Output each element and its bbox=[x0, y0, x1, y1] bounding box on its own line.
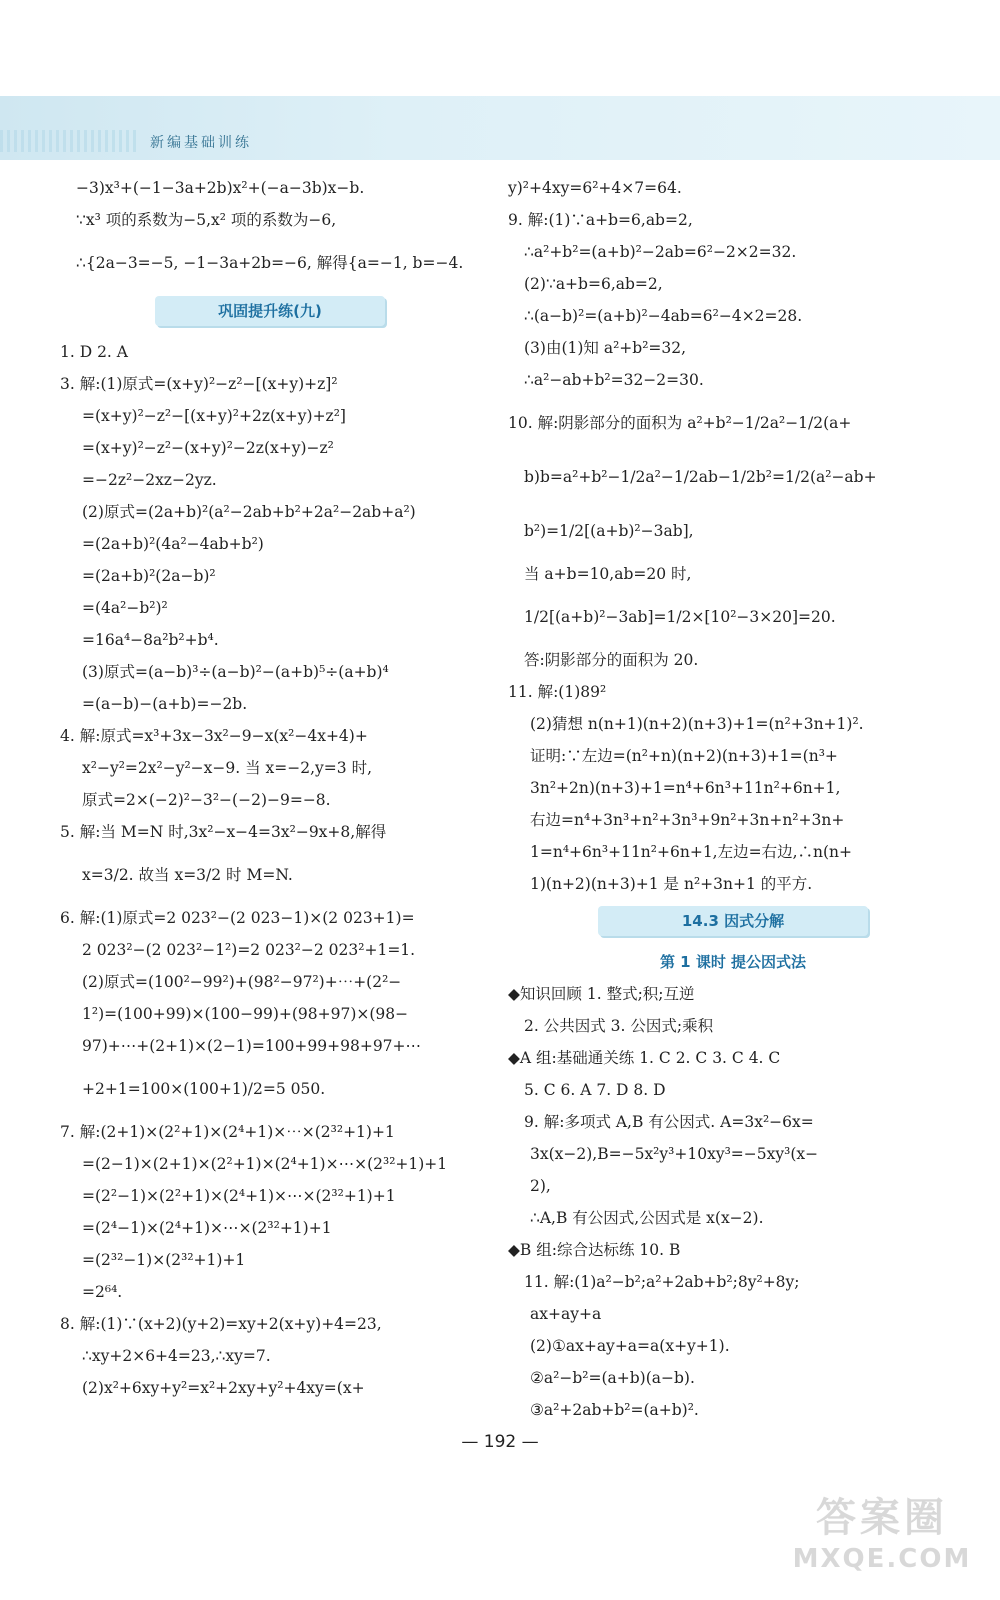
answer-line: ◆A 组:基础通关练 1. C 2. C 3. C 4. C bbox=[508, 1049, 781, 1067]
answer-line: 8. 解:(1)∵(x+2)(y+2)=xy+2(x+y)+4=23, bbox=[60, 1315, 382, 1333]
answer-line: x²−y²=2x²−y²−x−9. 当 x=−2,y=3 时, bbox=[82, 759, 372, 777]
answer-line: (2)①ax+ay+a=a(x+y+1). bbox=[530, 1337, 730, 1355]
answer-line: (2)原式=(2a+b)²(a²−2ab+b²+2a²−2ab+a²) bbox=[82, 503, 416, 521]
watermark-text: 答案圈 bbox=[816, 1495, 948, 1541]
answer-line: 答:阴影部分的面积为 20. bbox=[524, 651, 699, 669]
answer-line: =−2z²−2xz−2yz. bbox=[82, 471, 217, 489]
answer-line: =2⁶⁴. bbox=[82, 1283, 123, 1301]
section-banner: 巩固提升练(九) bbox=[155, 296, 385, 326]
answer-line: ∴a²+b²=(a+b)²−2ab=6²−2×2=32. bbox=[524, 243, 797, 261]
answer-line: 1. D 2. A bbox=[60, 343, 128, 361]
answer-line: −3)x³+(−1−3a+2b)x²+(−a−3b)x−b. bbox=[76, 179, 365, 197]
answer-line: 11. 解:(1)a²−b²;a²+2ab+b²;8y²+8y; bbox=[524, 1273, 800, 1291]
answer-line: +2+1=100×(100+1)/2=5 050. bbox=[82, 1080, 326, 1098]
answer-line: ◆B 组:综合达标练 10. B bbox=[508, 1241, 681, 1259]
answer-line: ◆知识回顾 1. 整式;积;互逆 bbox=[508, 985, 695, 1003]
answer-line: =16a⁴−8a²b²+b⁴. bbox=[82, 631, 219, 649]
answer-line: =(2a+b)²(2a−b)² bbox=[82, 567, 216, 585]
answer-line: ax+ay+a bbox=[530, 1305, 602, 1323]
answer-line: 证明:∵左边=(n²+n)(n+2)(n+3)+1=(n³+ bbox=[530, 747, 838, 765]
answer-line: (2)x²+6xy+y²=x²+2xy+y²+4xy=(x+ bbox=[82, 1379, 365, 1397]
answer-line: =(2²−1)×(2²+1)×(2⁴+1)×⋯×(2³²+1)+1 bbox=[82, 1187, 396, 1205]
answer-line: 5. C 6. A 7. D 8. D bbox=[524, 1081, 666, 1099]
answer-line: =(x+y)²−z²−(x+y)²−2z(x+y)−z² bbox=[82, 439, 334, 457]
answer-line: =(2⁴−1)×(2⁴+1)×⋯×(2³²+1)+1 bbox=[82, 1219, 332, 1237]
answer-line: (2)∵a+b=6,ab=2, bbox=[524, 275, 663, 293]
answer-line: ∵x³ 项的系数为−5,x² 项的系数为−6, bbox=[76, 211, 337, 229]
answer-line: 2. 公共因式 3. 公因式;乘积 bbox=[524, 1017, 714, 1035]
answer-line: 1²)=(100+99)×(100−99)+(98+97)×(98− bbox=[82, 1005, 409, 1023]
answer-line: =(2³²−1)×(2³²+1)+1 bbox=[82, 1251, 246, 1269]
answer-line: ∴A,B 有公因式,公因式是 x(x−2). bbox=[530, 1209, 764, 1227]
answer-line: ∴xy+2×6+4=23,∴xy=7. bbox=[82, 1347, 271, 1365]
answer-line: 4. 解:原式=x³+3x−3x²−9−x(x²−4x+4)+ bbox=[60, 727, 368, 745]
answer-line: 97)+⋯+(2+1)×(2−1)=100+99+98+97+⋯ bbox=[82, 1037, 422, 1055]
watermark-logo bbox=[782, 1492, 982, 1592]
answer-line: 右边=n⁴+3n³+n²+3n³+9n²+3n+n²+3n+ bbox=[530, 811, 845, 829]
answer-line: ③a²+2ab+b²=(a+b)². bbox=[530, 1401, 699, 1419]
answer-line: 3. 解:(1)原式=(x+y)²−z²−[(x+y)+z]² bbox=[60, 375, 338, 393]
answer-line: =(4a²−b²)² bbox=[82, 599, 168, 617]
answer-line: 当 a+b=10,ab=20 时, bbox=[524, 565, 692, 583]
answer-line: 5. 解:当 M=N 时,3x²−x−4=3x²−9x+8,解得 bbox=[60, 823, 387, 841]
answer-line: b)b=a²+b²−1/2a²−1/2ab−1/2b²=1/2(a²−ab+ bbox=[524, 468, 877, 486]
answer-line: 1=n⁴+6n³+11n²+6n+1,左边=右边,∴n(n+ bbox=[530, 843, 853, 861]
answer-line: 7. 解:(2+1)×(2²+1)×(2⁴+1)×⋯×(2³²+1)+1 bbox=[60, 1123, 395, 1141]
answer-line: ②a²−b²=(a+b)(a−b). bbox=[530, 1369, 695, 1387]
answer-line: 9. 解:多项式 A,B 有公因式. A=3x²−6x= bbox=[524, 1113, 814, 1131]
answer-line: ∴(a−b)²=(a+b)²−4ab=6²−4×2=28. bbox=[524, 307, 803, 325]
answer-line: =(x+y)²−z²−[(x+y)²+2z(x+y)+z²] bbox=[82, 407, 346, 425]
answer-line: =(2−1)×(2+1)×(2²+1)×(2⁴+1)×⋯×(2³²+1)+1 bbox=[82, 1155, 448, 1173]
answer-line: y)²+4xy=6²+4×7=64. bbox=[508, 179, 682, 197]
answer-line: (2)猜想 n(n+1)(n+2)(n+3)+1=(n²+3n+1)². bbox=[530, 715, 864, 733]
answer-line: 9. 解:(1)∵a+b=6,ab=2, bbox=[508, 211, 693, 229]
answer-line: 2), bbox=[530, 1177, 551, 1195]
left-column bbox=[60, 172, 480, 1404]
answer-line: 2 023²−(2 023²−1²)=2 023²−2 023²+1=1. bbox=[82, 941, 416, 959]
answer-line: b²)=1/2[(a+b)²−3ab], bbox=[524, 522, 694, 540]
answer-line: (3)原式=(a−b)³÷(a−b)²−(a+b)⁵÷(a+b)⁴ bbox=[82, 663, 389, 681]
answer-line: =(2a+b)²(4a²−4ab+b²) bbox=[82, 535, 264, 553]
answer-line: (3)由(1)知 a²+b²=32, bbox=[524, 339, 687, 357]
answer-line: 3n²+2n)(n+3)+1=n⁴+6n³+11n²+6n+1, bbox=[530, 779, 841, 797]
answer-line: 10. 解:阴影部分的面积为 a²+b²−1/2a²−1/2(a+ bbox=[508, 414, 852, 432]
answer-line: ∴a²−ab+b²=32−2=30. bbox=[524, 371, 704, 389]
answer-line: x=3/2. 故当 x=3/2 时 M=N. bbox=[82, 866, 293, 884]
header-decoration bbox=[0, 130, 140, 152]
book-title: 新编基础训练 bbox=[150, 135, 252, 151]
watermark-url: MXQE.COM bbox=[792, 1544, 972, 1574]
answer-line: =(a−b)−(a+b)=−2b. bbox=[82, 695, 248, 713]
section-banner: 14.3 因式分解 bbox=[598, 906, 868, 936]
answer-line: 6. 解:(1)原式=2 023²−(2 023−1)×(2 023+1)= bbox=[60, 909, 415, 927]
page-number: — 192 — bbox=[461, 1432, 539, 1452]
answer-line: 3x(x−2),B=−5x²y³+10xy³=−5xy³(x− bbox=[530, 1145, 819, 1163]
answer-line: 1)(n+2)(n+3)+1 是 n²+3n+1 的平方. bbox=[530, 875, 813, 893]
lesson-heading: 第 1 课时 提公因式法 bbox=[659, 953, 807, 971]
answer-line: (2)原式=(100²−99²)+(98²−97²)+⋯+(2²− bbox=[82, 973, 402, 991]
answer-line: 1/2[(a+b)²−3ab]=1/2×[10²−3×20]=20. bbox=[524, 608, 836, 626]
right-column bbox=[508, 172, 958, 1426]
answer-line: 11. 解:(1)89² bbox=[508, 683, 607, 701]
answer-line: ∴{2a−3=−5, −1−3a+2b=−6, 解得{a=−1, b=−4. bbox=[76, 254, 464, 272]
answer-line: 原式=2×(−2)²−3²−(−2)−9=−8. bbox=[82, 791, 331, 809]
